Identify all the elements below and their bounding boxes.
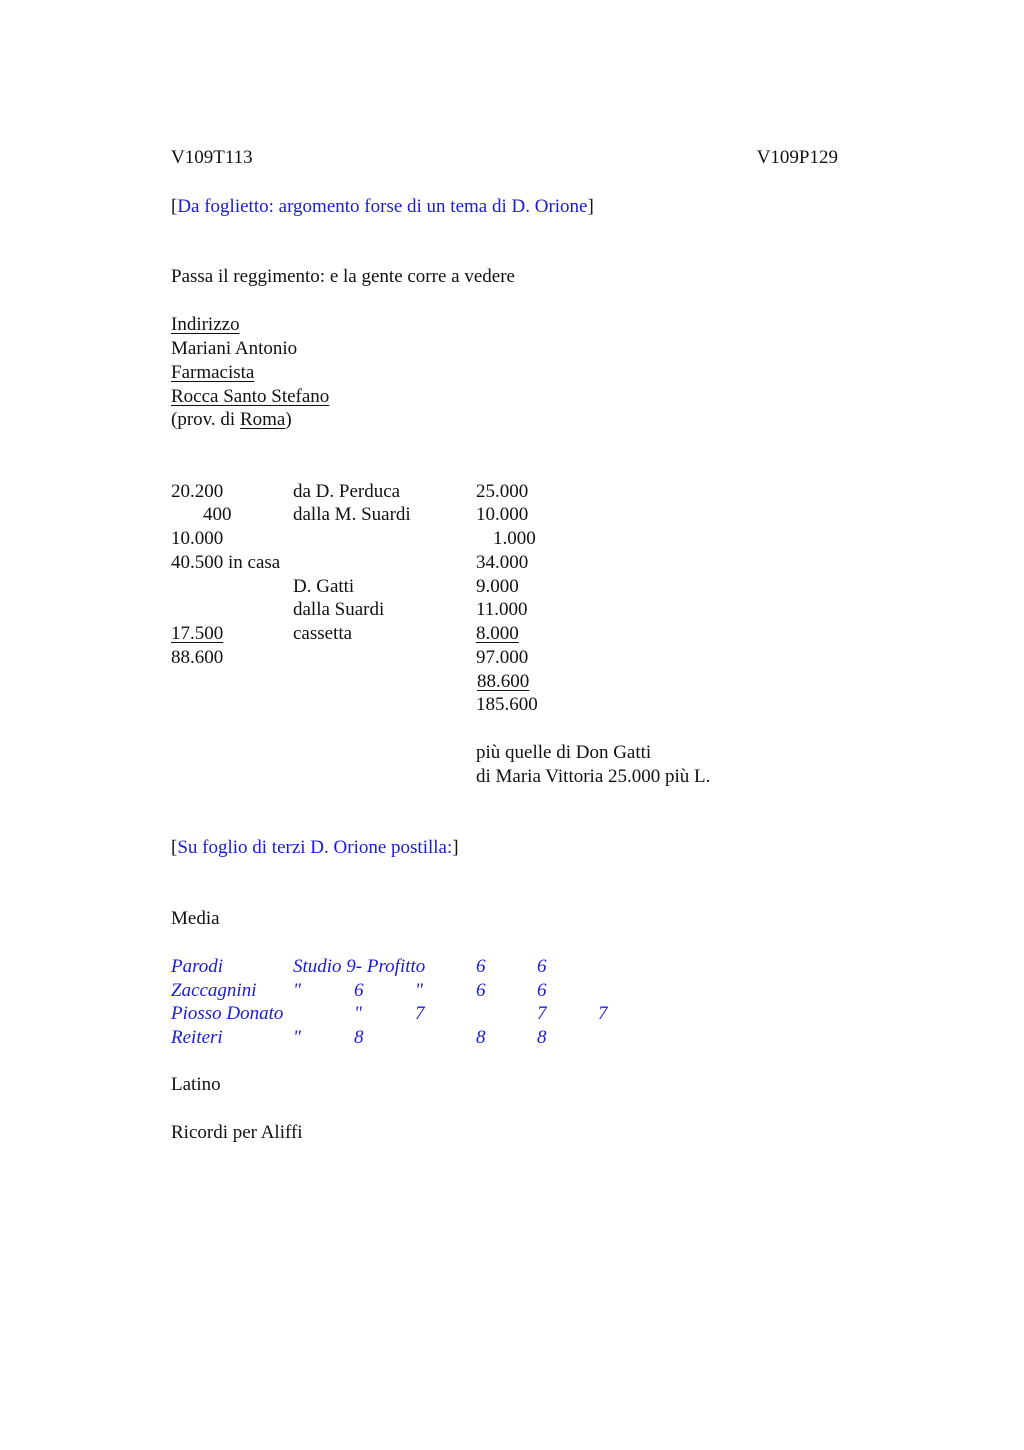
- grade-cell: 7: [537, 1003, 547, 1024]
- editorial-note-2-text: Su foglio di terzi D. Orione postilla:: [177, 837, 453, 858]
- account-right-value: 11.000: [476, 599, 528, 620]
- address-province: (prov. di Roma): [171, 409, 292, 430]
- grade-cell: 6: [476, 980, 486, 1001]
- account-right-total: 185.600: [476, 694, 538, 715]
- grade-cell: 6: [537, 980, 547, 1001]
- account-right-value: 34.000: [476, 552, 529, 573]
- grade-cell: ": [415, 980, 423, 1001]
- account-label: dalla Suardi: [293, 599, 385, 620]
- grade-cell: 6: [354, 980, 364, 1001]
- media-title: Media: [171, 908, 220, 929]
- theme-sentence: Passa il reggimento: e la gente corre a vedere: [171, 266, 515, 287]
- grade-student-name: Reiteri: [171, 1027, 223, 1048]
- left-reference-code: V109T113: [171, 147, 253, 168]
- account-right-value: 88.600: [477, 671, 530, 692]
- account-label: D. Gatti: [293, 576, 355, 597]
- address-town: Rocca Santo Stefano: [171, 386, 330, 407]
- right-reference-code: V109P129: [756, 147, 838, 168]
- grade-cell: 8: [354, 1027, 364, 1048]
- latino-heading: Latino: [171, 1074, 221, 1095]
- address-province-name: Roma: [239, 409, 286, 430]
- account-left-total: 88.600: [171, 647, 224, 668]
- account-left-value: 40.500 in casa: [171, 552, 281, 573]
- address-heading: Indirizzo: [171, 314, 240, 335]
- ricordi-heading: Ricordi per Aliffi: [171, 1122, 303, 1143]
- grade-cell: 8: [476, 1027, 486, 1048]
- grade-cell: 6: [476, 956, 486, 977]
- address-name: Mariani Antonio: [171, 338, 298, 359]
- account-left-value: 10.000: [171, 528, 224, 549]
- grade-cell: 7: [598, 1003, 608, 1024]
- account-left-value: 20.200: [171, 481, 224, 502]
- account-right-value: 97.000: [476, 647, 529, 668]
- account-right-value: 25.000: [476, 481, 529, 502]
- account-note-line-2: di Maria Vittoria 25.000 più L.: [476, 766, 711, 787]
- grade-student-name: Zaccagnini: [171, 980, 257, 1001]
- grade-cell: Studio 9- Profitto: [293, 956, 426, 977]
- account-right-value: 8.000: [476, 623, 519, 644]
- account-left-value: 17.500: [171, 623, 224, 644]
- account-left-value: 400: [203, 504, 232, 525]
- account-right-value: 9.000: [476, 576, 519, 597]
- grade-student-name: Parodi: [171, 956, 224, 977]
- grade-cell: 6: [537, 956, 547, 977]
- editorial-note-1: [Da foglietto: argomento forse di un tema di D. Orione]: [171, 196, 594, 217]
- account-right-value: 1.000: [493, 528, 536, 549]
- grade-cell: ": [293, 1027, 301, 1048]
- account-label: dalla M. Suardi: [293, 504, 411, 525]
- account-label: cassetta: [293, 623, 353, 644]
- editorial-note-2: [Su foglio di terzi D. Orione postilla:]: [171, 837, 459, 858]
- grade-cell: ": [293, 980, 301, 1001]
- grade-cell: 7: [415, 1003, 425, 1024]
- account-note-line-1: più quelle di Don Gatti: [476, 742, 652, 763]
- grade-cell: 8: [537, 1027, 547, 1048]
- grade-student-name: Piosso Donato: [171, 1003, 284, 1024]
- address-profession: Farmacista: [171, 362, 255, 383]
- editorial-note-1-text: Da foglietto: argomento forse di un tema di D. Orione: [177, 196, 588, 217]
- account-label: da D. Perduca: [293, 481, 401, 502]
- grade-cell: ": [354, 1003, 362, 1024]
- account-right-value: 10.000: [476, 504, 529, 525]
